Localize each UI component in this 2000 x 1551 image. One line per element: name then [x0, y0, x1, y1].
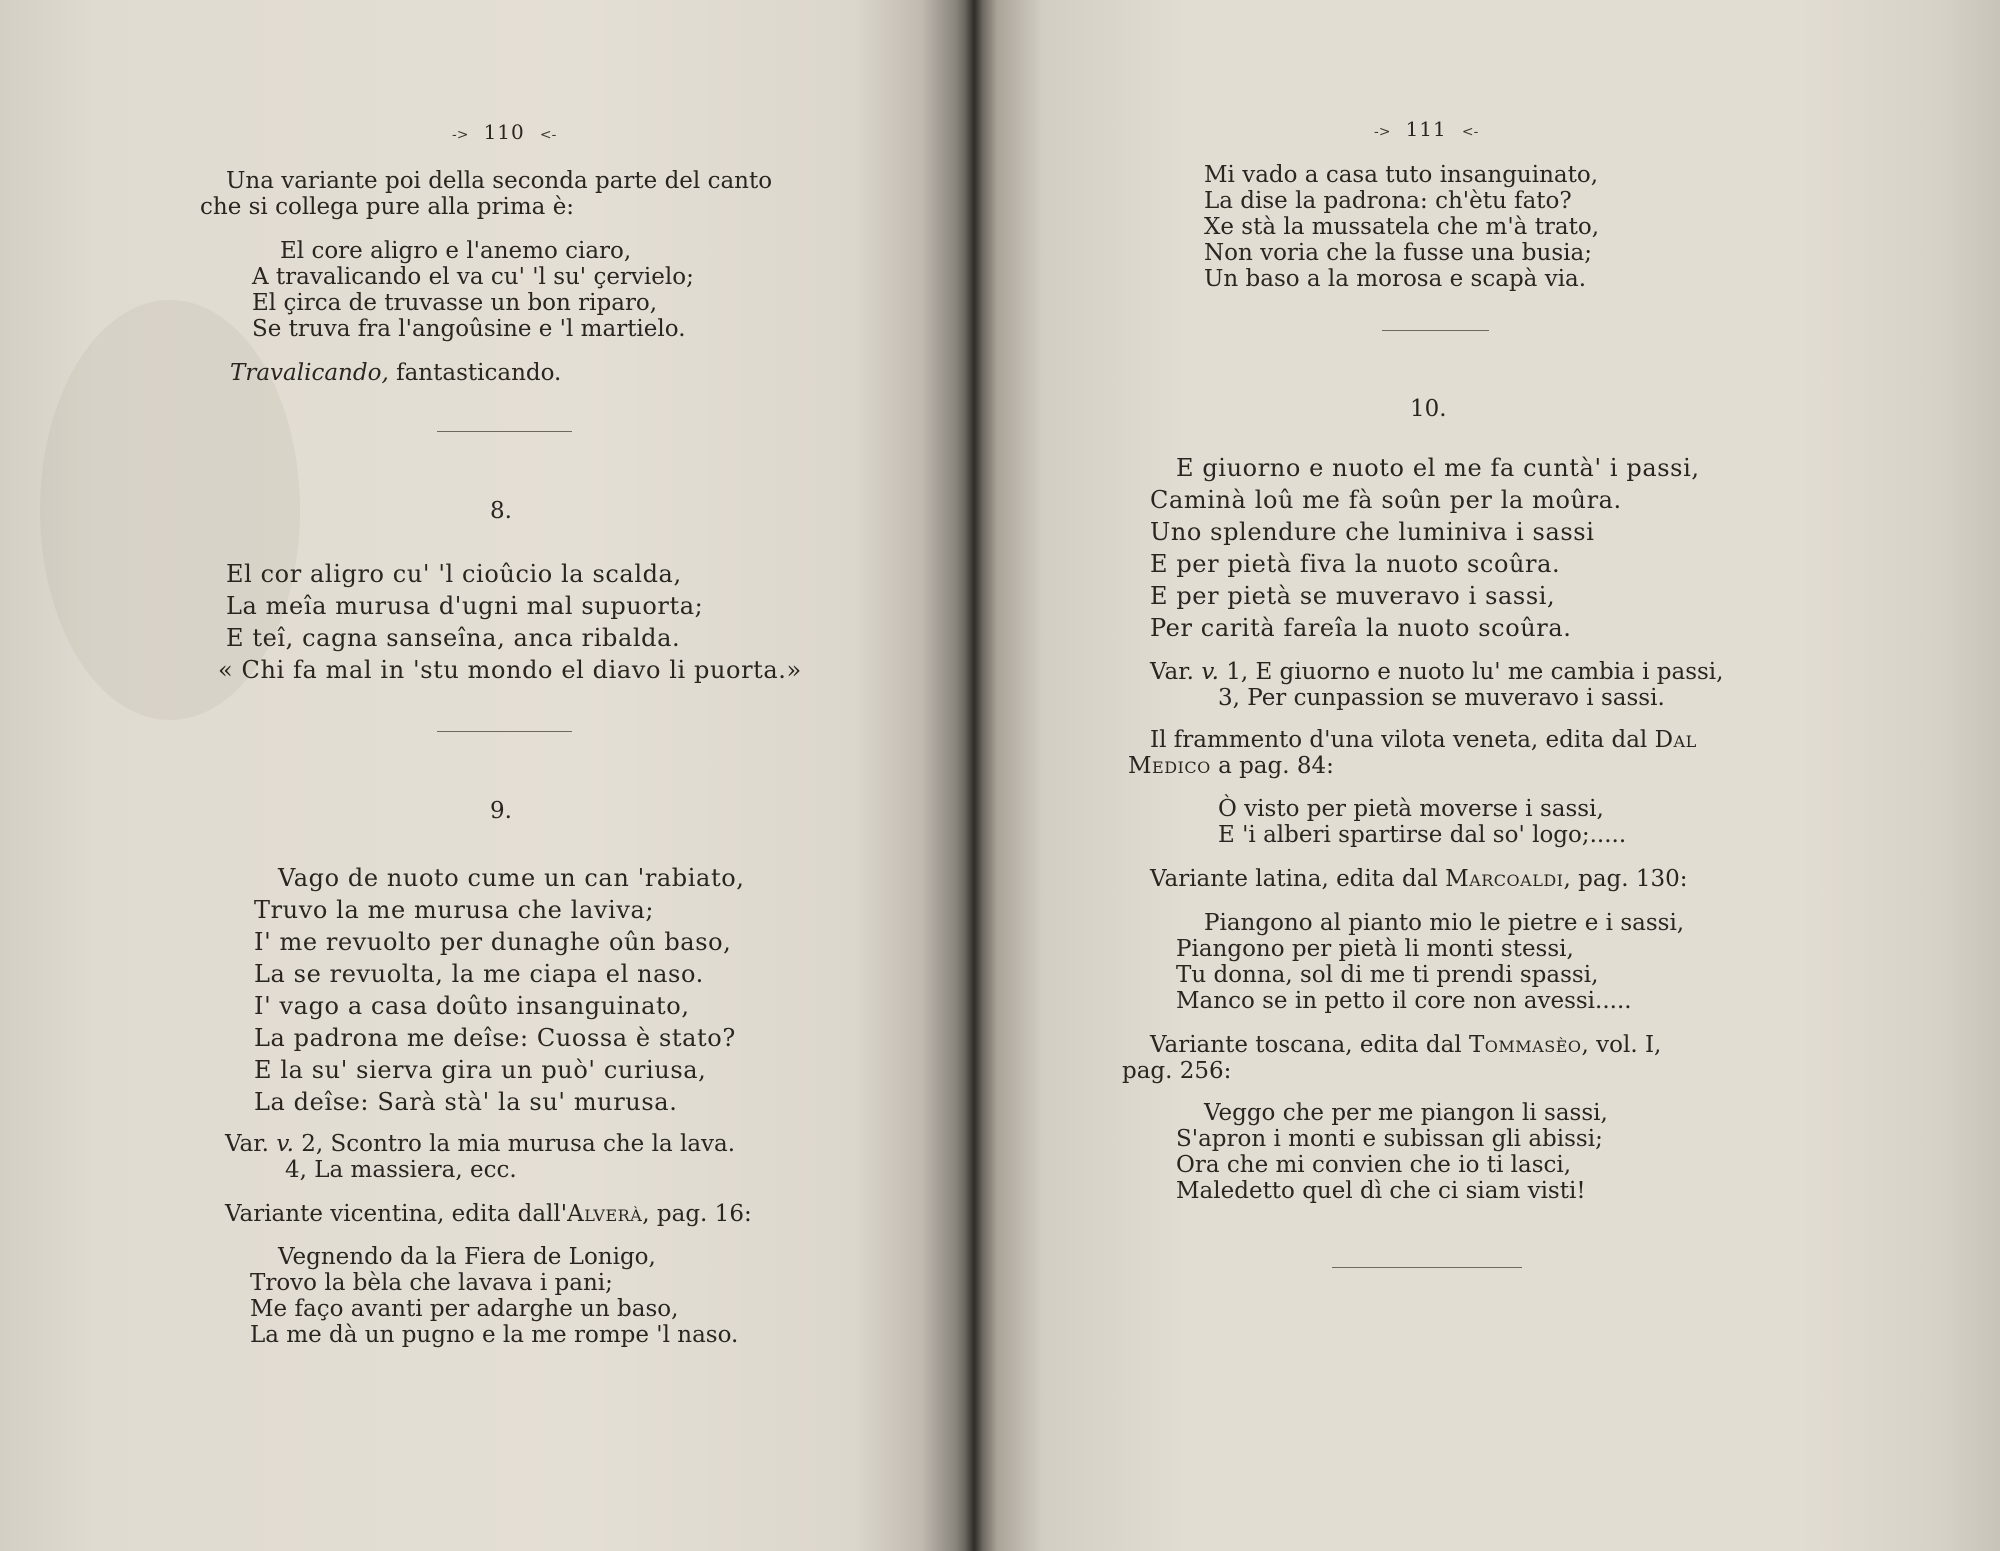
frammento-stanza — [1218, 796, 1626, 848]
page-number-right — [1374, 117, 1478, 141]
left-page — [0, 0, 970, 1551]
section-number-10: 10. — [1410, 396, 1447, 422]
source-author: Dal — [1654, 727, 1697, 753]
verse-line: La deîse: Sarà stà' la su' murusa. — [254, 1088, 678, 1116]
latina-intro — [1150, 866, 1688, 892]
section-divider — [1382, 330, 1489, 331]
source-author: Tommasèo — [1468, 1032, 1582, 1058]
verse-line: Uno splendure che luminiva i sassi — [1150, 518, 1595, 546]
section-number-9: 9. — [490, 798, 512, 824]
verse-line: La meîa murusa d'ugni mal supuorta; — [226, 592, 704, 620]
verse-line: Piangono al pianto mio le pietre e i sassi, — [1204, 910, 1685, 936]
variant-note-10 — [1150, 659, 1723, 711]
verse-line: « Chi fa mal in 'stu mondo el diavo li puorta.» — [218, 656, 802, 684]
gloss-note — [230, 360, 561, 386]
verse-line: Per carità fareîa la nuoto scoûra. — [1150, 614, 1572, 642]
source-author: Medico — [1128, 753, 1211, 779]
stanza-a — [252, 238, 694, 342]
intro-text: Variante vicentina, edita dall' — [225, 1201, 568, 1227]
verse-line: E per pietà fiva la nuoto scoûra. — [1150, 550, 1561, 578]
verse-line: Mi vado a casa tuto insanguinato, — [1204, 162, 1599, 188]
stanza-10 — [1150, 452, 1700, 644]
verse-line: E per pietà se muveravo i sassi, — [1150, 582, 1556, 610]
source-author: Marcoaldi — [1445, 866, 1564, 892]
verse-line: Ora che mi convien che io ti lasci, — [1176, 1152, 1572, 1178]
gloss-definition: fantasticando. — [396, 360, 562, 386]
frammento-intro — [1128, 727, 1697, 779]
verse-line: Trovo la bèla che lavava i pani; — [250, 1270, 613, 1296]
verse-line: El cor aligro cu' 'l cioûcio la scalda, — [226, 560, 682, 588]
verse-line: Non voria che la fusse una busia; — [1204, 240, 1592, 266]
intro-text: Il frammento d'una vilota veneta, edita dal — [1150, 727, 1648, 753]
section-divider — [437, 431, 572, 432]
intro-text: Variante latina, edita dal — [1150, 866, 1438, 892]
verse-line: El core aligro e l'anemo ciaro, — [280, 238, 632, 264]
paragraph-line: Una variante poi della seconda parte del canto — [226, 168, 773, 194]
verse-line: Ò visto per pietà moverse i sassi, — [1218, 796, 1604, 822]
verse-line: Caminà loû me fà soûn per la moûra. — [1150, 486, 1622, 514]
verse-line: E la su' sierva gira un può' curiusa, — [254, 1056, 707, 1084]
verse-line: Un baso a la morosa e scapà via. — [1204, 266, 1587, 292]
variant-label: Var. — [225, 1131, 269, 1157]
source-author: Alverà — [567, 1201, 643, 1227]
page-number: 110 — [483, 120, 525, 144]
verse-line: Se truva fra l'angoûsine e 'l martielo. — [252, 316, 686, 342]
section-divider — [437, 731, 572, 732]
intro-text: Variante toscana, edita dal — [1150, 1032, 1462, 1058]
page-number: 111 — [1405, 117, 1447, 141]
page-ornament-right-icon: <- — [539, 127, 557, 143]
intro-text: , pag. 16: — [642, 1201, 752, 1227]
section-number-8: 8. — [490, 498, 512, 524]
verse-line: El çirca de truvasse un bon riparo, — [252, 290, 658, 316]
stanza-9 — [254, 862, 744, 1118]
vicentina-stanza — [250, 1244, 738, 1348]
intro-variant-paragraph — [200, 168, 772, 220]
variant-label: Var. — [1150, 659, 1194, 685]
intro-text: a pag. 84: — [1218, 753, 1334, 779]
section-divider — [1332, 1267, 1522, 1268]
page-ornament-left-icon: -> — [452, 127, 469, 143]
variant-line: 3, Per cunpassion se muveravo i sassi. — [1218, 685, 1665, 711]
verse-line: S'apron i monti e subissan gli abissi; — [1176, 1126, 1603, 1152]
verse-line: La se revuolta, la me ciapa el naso. — [254, 960, 704, 988]
verse-line: Maledetto quel dì che ci siam visti! — [1176, 1178, 1586, 1204]
vicentina-intro — [225, 1201, 752, 1227]
verse-line: Piangono per pietà li monti stessi, — [1176, 936, 1574, 962]
variant-line: 4, La massiera, ecc. — [285, 1157, 517, 1183]
page-number-left — [452, 120, 556, 144]
verse-line: E giuorno e nuoto el me fa cuntà' i passi, — [1176, 454, 1700, 482]
verse-line: Vago de nuoto cume un can 'rabiato, — [278, 864, 745, 892]
verse-line: Manco se in petto il core non avessi..... — [1176, 988, 1632, 1014]
verse-abbrev: v. — [1201, 659, 1219, 685]
verse-line: La padrona me deîse: Cuossa è stato? — [254, 1024, 736, 1052]
verse-line: Xe stà la mussatela che m'à trato, — [1204, 214, 1600, 240]
verse-line: E teî, cagna sanseîna, anca ribalda. — [226, 624, 681, 652]
top-stanza — [1204, 162, 1599, 292]
verse-line: A travalicando el va cu' 'l su' çervielo; — [252, 264, 694, 290]
toscana-stanza — [1176, 1100, 1608, 1204]
right-page — [982, 0, 2000, 1551]
verse-line: I' vago a casa doûto insanguinato, — [254, 992, 690, 1020]
verse-line: Tu donna, sol di me ti prendi spassi, — [1176, 962, 1599, 988]
variant-line: 1, E giuorno e nuoto lu' me cambia i passi, — [1226, 659, 1724, 685]
verse-line: La dise la padrona: ch'ètu fato? — [1204, 188, 1572, 214]
page-ornament-right-icon: <- — [1461, 124, 1479, 140]
verse-line: I' me revuolto per dunaghe oûn baso, — [254, 928, 732, 956]
verse-line: E 'i alberi spartirse dal so' logo;..... — [1218, 822, 1627, 848]
stanza-8 — [218, 558, 802, 686]
verse-line: La me dà un pugno e la me rompe 'l naso. — [250, 1322, 739, 1348]
variant-note-9 — [225, 1131, 735, 1183]
verse-line: Vegnendo da la Fiera de Lonigo, — [278, 1244, 656, 1270]
variant-line: 2, Scontro la mia murusa che la lava. — [301, 1131, 736, 1157]
intro-text: , vol. I, — [1581, 1032, 1662, 1058]
intro-text: pag. 256: — [1122, 1058, 1232, 1084]
gloss-term: Travalicando, — [230, 360, 389, 386]
paragraph-line: che si collega pure alla prima è: — [200, 194, 575, 220]
intro-text: , pag. 130: — [1563, 866, 1688, 892]
verse-line: Me faço avanti per adarghe un baso, — [250, 1296, 679, 1322]
verse-abbrev: v. — [276, 1131, 294, 1157]
latina-stanza — [1176, 910, 1684, 1014]
page-ornament-left-icon: -> — [1374, 124, 1391, 140]
toscana-intro — [1122, 1032, 1661, 1084]
verse-line: Veggo che per me piangon li sassi, — [1204, 1100, 1608, 1126]
verse-line: Truvo la me murusa che laviva; — [254, 896, 655, 924]
